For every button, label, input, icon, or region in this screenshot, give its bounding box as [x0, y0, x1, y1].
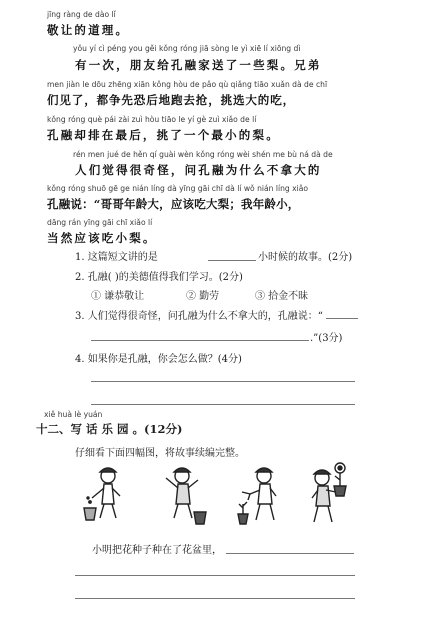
answer-blank-1[interactable]	[208, 260, 256, 261]
question-4-text: 如果你是孔融，你会怎么做？(4分)	[87, 354, 242, 365]
picture-4	[304, 458, 356, 528]
passage-line: 孔融说：“哥哥年龄大，应该吃大梨；我年龄小，	[47, 197, 300, 211]
flower-pot	[194, 512, 206, 524]
passage-line: 有一次，朋友给孔融家送了一些梨。兄弟	[75, 58, 322, 72]
pinyin-line: jīng ràng de dào lǐ	[47, 10, 116, 19]
pinyin-line: men jiàn le dōu zhēng xiān kǒng hòu de pǎo qù qiǎng tiāo xuǎn dà de chī	[47, 80, 328, 89]
question-3-text: 人们觉得很奇怪，问孔融为什么不拿大的，孔融说：“	[87, 311, 323, 322]
answer-blank-3b[interactable]	[91, 340, 309, 341]
writing-line[interactable]	[226, 553, 354, 554]
picture-2	[160, 464, 214, 528]
watering-can	[242, 492, 250, 500]
question-1-suffix: 小时候的故事。(2分)	[258, 252, 353, 263]
question-4	[75, 350, 242, 365]
boy-body	[316, 486, 330, 506]
flower-pot	[334, 486, 346, 496]
question-2-number: 2.	[75, 272, 85, 283]
flower-pot	[84, 508, 96, 520]
pinyin-line: kǒng róng què pái zài zuì hòu tiāo le yí gè zuì xiǎo de lí	[47, 115, 257, 124]
boy-body	[102, 484, 114, 504]
section-title: 十二、写 话 乐 园 。(12分)	[36, 422, 183, 436]
writing-line[interactable]	[75, 598, 355, 599]
pinyin-line: yǒu yí cì péng you gěi kǒng róng jiā sòng le yì xiē lí xiōng dì	[73, 44, 301, 53]
passage-line: 敬让的道理。	[47, 23, 130, 37]
question-3-end: .”(3分)	[310, 333, 343, 344]
question-3-number: 3.	[75, 311, 85, 322]
option-2[interactable]: ② 勤劳	[186, 291, 220, 302]
writing-line[interactable]	[75, 575, 355, 576]
option-1[interactable]: ① 谦恭敬让	[91, 291, 145, 302]
passage-line: 人们觉得很奇怪，问孔融为什么不拿大的	[75, 163, 322, 177]
section-pinyin: xiě huà lè yuán	[44, 410, 103, 419]
answer-blank-3a[interactable]	[326, 318, 358, 319]
answer-line[interactable]	[91, 381, 355, 382]
passage-line: 当然应该吃小梨。	[47, 231, 157, 245]
passage-line: 孔融却排在最后，挑了一个最小的梨。	[47, 128, 280, 142]
question-1	[75, 248, 158, 263]
writing-prompt: 小明把花种子种在了花盆里，	[92, 545, 222, 556]
pinyin-line: dāng rán yīng gāi chī xiǎo lí	[47, 218, 153, 227]
question-1-number: 1.	[75, 252, 85, 263]
option-3[interactable]: ③ 拾金不昧	[255, 291, 309, 302]
question-2-text: 孔融( )的美德值得我们学习。(2分)	[87, 272, 243, 283]
flower-pot	[238, 514, 248, 524]
pinyin-line: kǒng róng shuō gē ge nián líng dà yīng gāi chī dà lí wǒ nián líng xiǎo	[47, 184, 309, 193]
picture-1	[74, 462, 136, 528]
section-instruction: 仔细看下面四幅图，将故事续编完整。	[75, 448, 245, 459]
pinyin-line: rén men jué de hěn qí guài wèn kǒng róng wèi shén me bù ná dà de	[73, 150, 333, 159]
question-2	[75, 268, 243, 283]
boy-body	[176, 484, 190, 504]
question-1-text: 这篇短文讲的是	[87, 252, 158, 263]
boy-body	[258, 484, 272, 504]
answer-line[interactable]	[91, 404, 355, 405]
picture-3	[234, 464, 286, 528]
question-3	[75, 307, 323, 322]
question-4-number: 4.	[75, 354, 85, 365]
passage-line: 们见了，都争先恐后地跑去抢，挑选大的吃，	[47, 93, 295, 107]
